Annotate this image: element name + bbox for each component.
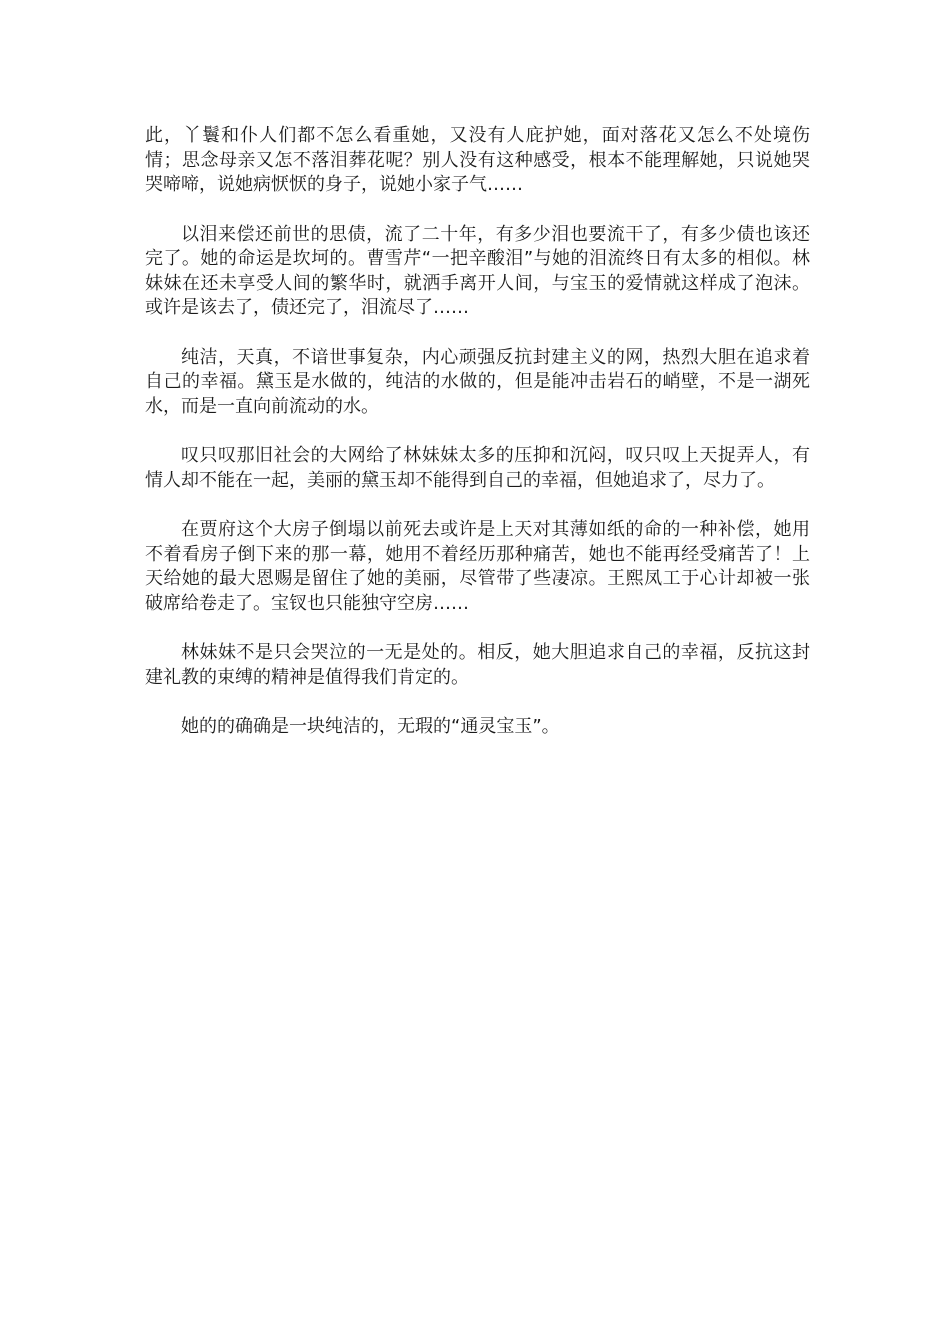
paragraph-2: 以泪来偿还前世的思债，流了二十年，有多少泪也要流干了，有多少债也该还完了。她的命运是坎坷的。曹雪芹“一把辛酸泪”与她的泪流终日有太多的相似。林妹妹在还未享受人间的繁华时，就洒手离开人间，与宝玉的爱情就这样成了泡沫。或许是该去了，债还完了，泪流尽了…… xyxy=(145,223,810,318)
paragraph-4: 叹只叹那旧社会的大网给了林妹妹太多的压抑和沉闷，叹只叹上天捉弄人，有情人却不能在一起，美丽的黛玉却不能得到自己的幸福，但她追求了，尽力了。 xyxy=(145,445,810,491)
paragraph-6: 林妹妹不是只会哭泣的一无是处的。相反，她大胆追求自己的幸福，反抗这封建礼教的束缚的精神是值得我们肯定的。 xyxy=(145,642,810,688)
paragraph-1: 此，丫鬟和仆人们都不怎么看重她，又没有人庇护她，面对落花又怎么不处境伤情；思念母亲又怎不落泪葬花呢？别人没有这种感受，根本不能理解她，只说她哭哭啼啼，说她病恹恹的身子，说她小家子气…… xyxy=(145,125,810,195)
paragraph-3: 纯洁，天真，不谙世事复杂，内心顽强反抗封建主义的网，热烈大胆在追求着自己的幸福。黛玉是水做的，纯洁的水做的，但是能冲击岩石的峭壁，不是一湖死水，而是一直向前流动的水。 xyxy=(145,346,810,417)
paragraph-7: 她的的确确是一块纯洁的，无瑕的“通灵宝玉”。 xyxy=(181,716,560,737)
paragraph-5: 在贾府这个大房子倒塌以前死去或许是上天对其薄如纸的命的一种补偿，她用不着看房子倒下来的那一幕，她用不着经历那种痛苦，她也不能再经受痛苦了！上天给她的最大恩赐是留住了她的美丽，尽管带了些凄凉。王熙凤工于心计却被一张破席给卷走了。宝钗也只能独守空房…… xyxy=(145,519,810,614)
document-body xyxy=(145,124,810,765)
